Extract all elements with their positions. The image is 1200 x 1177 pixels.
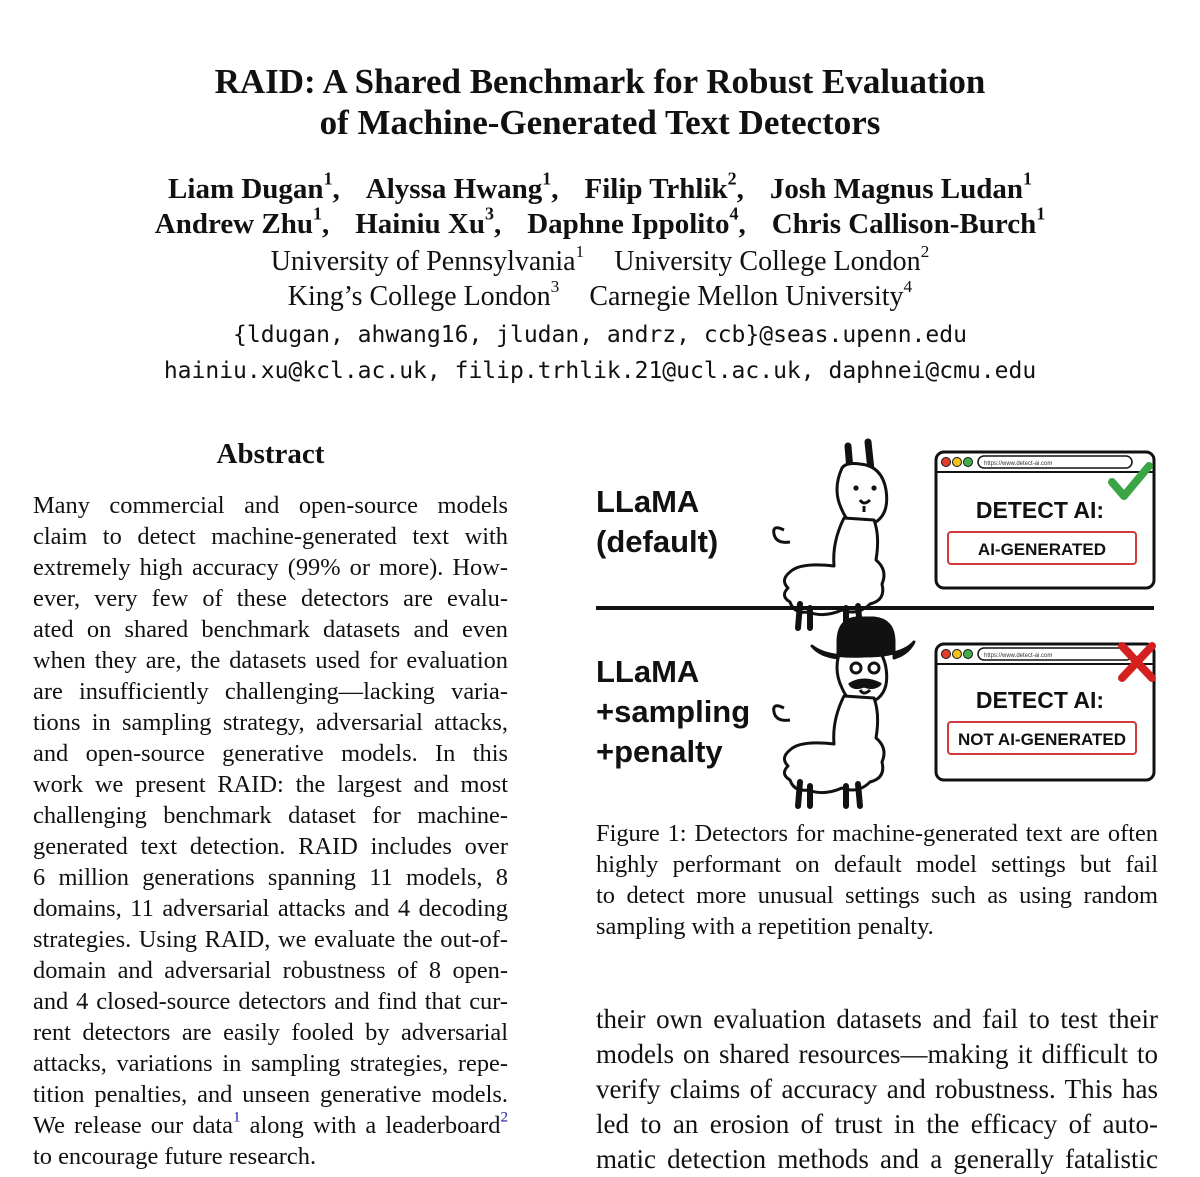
author: Chris Callison-Burch$^1$ (771, 203, 1046, 240)
author-line-2 (0, 203, 1200, 242)
author: Liam Dugan$^1$, (168, 168, 340, 205)
abstract-line: Many commercial and open-source models (33, 492, 508, 519)
figure-label-line: (default) (596, 524, 719, 559)
result-not-ai-generated: NOT AI-GENERATED (957, 730, 1127, 749)
email-line: {ldugan, ahwang16, jludan, andrz, ccb}@seas.upenn.edu (233, 322, 967, 348)
author: Josh Magnus Ludan$^1$ (769, 168, 1032, 205)
figure-label-line: LLaMA (596, 484, 700, 519)
url-bar-text: https://www.detect-ai.com (984, 461, 1053, 467)
llama-icon (774, 442, 887, 628)
abstract-line: ever, very few of these detectors are evalu- (33, 585, 508, 612)
abstract-line: strategies. Using RAID, we evaluate the out-of- (33, 926, 508, 953)
author-emails (0, 317, 1200, 389)
abstract-line: challenging benchmark dataset for machine- (33, 802, 508, 829)
title-line: RAID: A Shared Benchmark for Robust Evaluation (214, 62, 986, 101)
abstract-heading: Abstract (216, 438, 325, 470)
detect-ai-heading: DETECT AI: (975, 497, 1105, 523)
affiliation-line-2 (0, 276, 1200, 314)
figure-label-line: +sampling (596, 694, 751, 729)
caption-line: highly performant on default model settings but fail (596, 851, 1158, 878)
figure-label-line: LLaMA (596, 654, 700, 689)
footnote-link-1[interactable]: 1 (233, 1109, 241, 1126)
body-line: matic detection methods and a generally fatalistic (596, 1144, 1158, 1174)
abstract-line: ated on shared benchmark datasets and even (33, 616, 508, 643)
caption-line: Figure 1: Detectors for machine-generated text are often (596, 820, 1158, 847)
paper-title (0, 61, 1200, 143)
abstract-line: tition penalties, and unseen generative models. (33, 1081, 508, 1108)
abstract-line: to encourage future research. (33, 1143, 317, 1170)
abstract-line: generated text detection. RAID includes over (33, 833, 508, 860)
abstract-line: extremely high accuracy (99% or more). How- (33, 554, 508, 581)
abstract-line: are insufficiently challenging—lacking varia- (33, 678, 508, 705)
caption-line: to detect more unusual settings such as using random (596, 882, 1158, 909)
email-line: hainiu.xu@kcl.ac.uk, filip.trhlik.21@ucl.ac.uk, daphnei@cmu.edu (163, 358, 1037, 384)
abstract-line: domain and adversarial robustness of 8 open- (33, 957, 508, 984)
author: Alyssa Hwang$^1$, (365, 168, 559, 205)
body-line: led to an erosion of trust in the efficacy of auto- (596, 1109, 1158, 1139)
author: Hainiu Xu$^3$, (355, 203, 502, 240)
abstract-line: rent detectors are easily fooled by adversarial (33, 1019, 508, 1046)
cowboy-llama-icon (774, 618, 914, 806)
url-bar-text: https://www.detect-ai.com (984, 653, 1053, 659)
author-line-1 (0, 168, 1200, 207)
author: Filip Trhlik$^2$, (584, 168, 744, 205)
body-line: verify claims of accuracy and robustness. This has (596, 1074, 1158, 1104)
figure-1 (594, 432, 1164, 812)
author: Daphne Ippolito$^4$, (527, 203, 746, 240)
abstract-line: claim to detect machine-generated text with (33, 523, 508, 550)
affiliation-line-1 (0, 241, 1200, 279)
abstract-line: attacks, variations in sampling strategies, repe- (33, 1050, 508, 1077)
abstract-line: when they are, the datasets used for evaluation (33, 647, 508, 674)
body-text (596, 1002, 1158, 1177)
figure-caption (596, 818, 1158, 942)
abstract-line: domains, 11 adversarial attacks and 4 decoding (33, 895, 508, 922)
title-line: of Machine-Generated Text Detectors (319, 103, 881, 142)
abstract-line: tions in sampling strategy, adversarial attacks, (33, 709, 508, 736)
abstract-line: 6 million generations spanning 11 models, 8 (33, 864, 508, 891)
affiliation: King’s College London$^3$ (287, 276, 560, 312)
detector-window-top (936, 452, 1154, 588)
body-line: models on shared resources—making it difficult to (596, 1039, 1158, 1069)
author: Andrew Zhu$^1$, (154, 203, 330, 240)
detect-ai-heading: DETECT AI: (975, 687, 1105, 713)
figure-label-line: +penalty (596, 734, 723, 769)
affiliation: Carnegie Mellon University$^4$ (589, 276, 913, 312)
result-ai-generated: AI-GENERATED (977, 540, 1107, 559)
abstract-text (33, 490, 508, 1172)
caption-line: sampling with a repetition penalty. (596, 913, 934, 940)
abstract-line: and open-source generative models. In this (33, 740, 508, 767)
affiliation: University of Pennsylvania$^1$ (270, 241, 585, 277)
footnote-link-2[interactable]: 2 (500, 1109, 509, 1126)
abstract-line: and 4 closed-source detectors and find that cur- (33, 988, 508, 1015)
abstract-line: We release our data$^1$ along with a leaderboard$^2$ (33, 1109, 509, 1139)
body-line: their own evaluation datasets and fail to test their (596, 1004, 1158, 1034)
abstract-line: work we present RAID: the largest and most (33, 771, 508, 798)
affiliation: University College London$^2$ (614, 241, 930, 277)
detector-window-bottom (936, 644, 1154, 780)
